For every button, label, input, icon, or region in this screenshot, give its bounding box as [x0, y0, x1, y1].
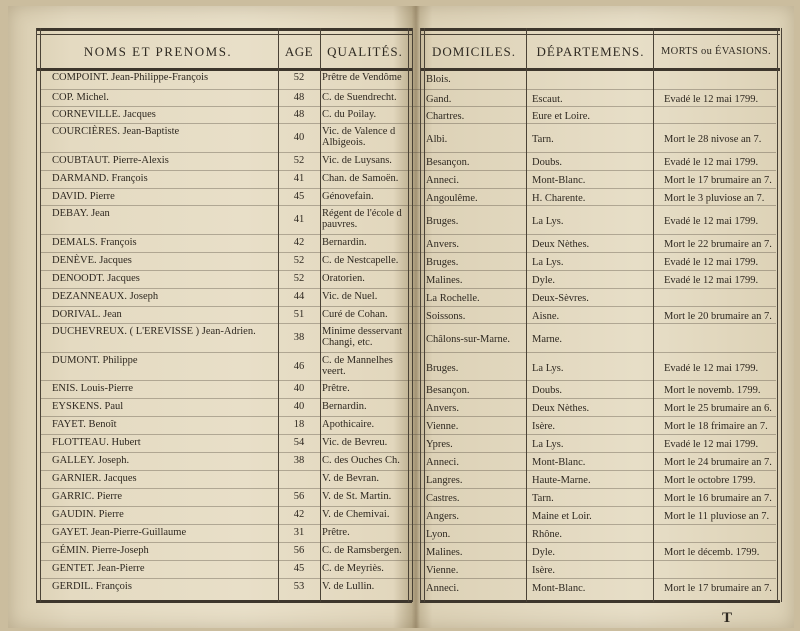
entry-age: 45 — [293, 191, 305, 202]
book-spread — [8, 6, 794, 628]
column-rule-page-edge-right — [420, 28, 425, 602]
column-rule-left-edge — [36, 28, 41, 602]
entry-qualite: Vic. de Nuel. — [322, 291, 378, 302]
entry-qualite: Génovefain. — [322, 191, 374, 202]
entry-qualite: Vic. de Bevreu. — [322, 437, 388, 448]
entry-name: DEMALS. François — [52, 237, 137, 248]
entry-age: 56 — [293, 491, 305, 502]
entry-qualite: Vic. de Luysans. — [322, 155, 392, 166]
entry-domicile: Vienne. — [426, 421, 459, 432]
header-morts: MORTS ou ÉVASIONS. — [661, 46, 771, 57]
entry-qualite: Albigeois. — [322, 137, 366, 148]
entry-domicile: Lyon. — [426, 529, 451, 540]
entry-name: GARNIER. Jacques — [52, 473, 137, 484]
entry-qualite: Prêtre. — [322, 527, 350, 538]
entry-mort: Mort le 28 nivose an 7. — [664, 134, 762, 145]
entry-qualite: V. de St. Martin. — [322, 491, 392, 502]
row-separator — [40, 270, 776, 271]
entry-qualite: veert. — [322, 366, 346, 377]
entry-qualite: Oratorien. — [322, 273, 365, 284]
entry-age: 52 — [293, 255, 305, 266]
entry-age: 51 — [293, 309, 305, 320]
entry-age: 48 — [293, 92, 305, 103]
entry-qualite: Apothicaire. — [322, 419, 375, 430]
row-separator — [40, 452, 776, 453]
entry-mort: Mort le 3 pluviose an 7. — [664, 193, 765, 204]
entry-domicile: La Rochelle. — [426, 293, 480, 304]
row-separator — [40, 234, 776, 235]
entry-qualite: Changi, etc. — [322, 337, 373, 348]
entry-departement: Tarn. — [532, 493, 554, 504]
header-rule-bottom-left — [36, 68, 412, 71]
entry-age: 42 — [293, 509, 305, 520]
entry-name: DARMAND. François — [52, 173, 148, 184]
entry-name: CORNEVILLE. Jacques — [52, 109, 156, 120]
entry-name: FAYET. Benoît — [52, 419, 117, 430]
entry-name: COURCIÈRES. Jean-Baptiste — [52, 126, 180, 137]
entry-qualite: V. de Lullin. — [322, 581, 375, 592]
entry-domicile: Soissons. — [426, 311, 466, 322]
entry-mort: Mort le 22 brumaire an 7. — [664, 239, 772, 250]
row-separator — [40, 416, 776, 417]
entry-age: 54 — [293, 437, 305, 448]
entry-departement: Mont-Blanc. — [532, 175, 586, 186]
entry-domicile: Besançon. — [426, 385, 470, 396]
entry-age: 52 — [293, 273, 305, 284]
entry-name: GARRIC. Pierre — [52, 491, 122, 502]
entry-departement: La Lys. — [532, 363, 564, 374]
row-separator — [40, 506, 776, 507]
entry-age: 44 — [293, 291, 305, 302]
row-separator — [40, 288, 776, 289]
entry-mort: Mort le décemb. 1799. — [664, 547, 760, 558]
row-separator — [40, 542, 776, 543]
entry-qualite: C. de Meyriès. — [322, 563, 384, 574]
entry-departement: Mont-Blanc. — [532, 583, 586, 594]
entry-qualite: C. des Ouches Ch. — [322, 455, 400, 466]
row-separator — [40, 106, 776, 107]
entry-mort: Evadé le 12 mai 1799. — [664, 257, 759, 268]
entry-departement: Dyle. — [532, 275, 556, 286]
entry-name: DEBAY. Jean — [52, 208, 110, 219]
top-rule-left — [36, 28, 412, 31]
row-separator — [40, 380, 776, 381]
entry-age: 38 — [293, 455, 305, 466]
entry-qualite: C. de Mannelhes — [322, 355, 393, 366]
entry-domicile: Anneci. — [426, 175, 459, 186]
header-noms: NOMS ET PRENOMS. — [83, 44, 233, 59]
row-separator — [40, 252, 776, 253]
entry-name: GALLEY. Joseph. — [52, 455, 130, 466]
entry-age: 41 — [293, 214, 305, 225]
entry-name: FLOTTEAU. Hubert — [52, 437, 141, 448]
entry-departement: Dyle. — [532, 547, 556, 558]
entry-departement: Doubs. — [532, 385, 563, 396]
entry-domicile: Anvers. — [426, 403, 459, 414]
entry-name: GAUDIN. Pierre — [52, 509, 124, 520]
entry-qualite: Prêtre de Vendôme — [322, 72, 402, 83]
entry-departement: Isère. — [532, 421, 556, 432]
entry-domicile: Langres. — [426, 475, 463, 486]
row-separator — [40, 188, 776, 189]
entry-domicile: Castres. — [426, 493, 460, 504]
entry-qualite: Minime desservant — [322, 326, 403, 337]
row-separator — [40, 170, 776, 171]
entry-domicile: Besançon. — [426, 157, 470, 168]
entry-departement: Haute-Marne. — [532, 475, 591, 486]
header-rule-bottom-right — [420, 68, 780, 71]
entry-age: 40 — [293, 383, 305, 394]
entry-age: 56 — [293, 545, 305, 556]
entry-age: 42 — [293, 237, 305, 248]
entry-qualite: Régent de l'école d — [322, 208, 402, 219]
entry-departement: Isère. — [532, 565, 556, 576]
entry-domicile: Angers. — [426, 511, 459, 522]
row-separator — [40, 398, 776, 399]
row-separator — [40, 205, 776, 206]
entry-mort: Evadé le 12 mai 1799. — [664, 216, 759, 227]
entry-domicile: Anneci. — [426, 457, 459, 468]
entry-age: 48 — [293, 109, 305, 120]
entry-departement: Tarn. — [532, 134, 554, 145]
entry-qualite: Curé de Cohan. — [322, 309, 388, 320]
row-separator — [40, 578, 776, 579]
entry-domicile: Malines. — [426, 275, 463, 286]
entry-mort: Mort le octobre 1799. — [664, 475, 756, 486]
row-separator — [40, 488, 776, 489]
column-rule-right-edge — [777, 28, 782, 602]
book-fold — [412, 6, 420, 628]
entry-domicile: Angoulême. — [426, 193, 478, 204]
header-qualites: QUALITÉS. — [327, 44, 403, 59]
column-rule-page-edge-left — [408, 28, 413, 602]
bottom-rule-right — [420, 600, 780, 603]
row-separator — [40, 560, 776, 561]
entry-age: 45 — [293, 563, 305, 574]
entry-mort: Mort le novemb. 1799. — [664, 385, 761, 396]
entry-name: ENIS. Louis-Pierre — [52, 383, 134, 394]
entry-departement: Mont-Blanc. — [532, 457, 586, 468]
entry-qualite: C. de Ramsbergen. — [322, 545, 402, 556]
entry-age: 40 — [293, 401, 305, 412]
row-separator — [40, 352, 776, 353]
entry-age: 38 — [293, 332, 305, 343]
entry-name: GERDIL. François — [52, 581, 132, 592]
entry-departement: Escaut. — [532, 94, 563, 105]
entry-domicile: Blois. — [426, 74, 451, 85]
entry-departement: Maine et Loir. — [532, 511, 592, 522]
column-rule-age-left — [278, 28, 279, 602]
entry-qualite: Bernardin. — [322, 401, 367, 412]
entry-departement: La Lys. — [532, 257, 564, 268]
entry-qualite: C. de Nestcapelle. — [322, 255, 399, 266]
entry-qualite: C. de Suendrecht. — [322, 92, 397, 103]
row-separator — [40, 123, 776, 124]
entry-domicile: Anvers. — [426, 239, 459, 250]
entry-name: GENTET. Jean-Pierre — [52, 563, 145, 574]
entry-age: 46 — [293, 361, 305, 372]
entry-mort: Mort le 25 brumaire an 6. — [664, 403, 772, 414]
entry-name: GAYET. Jean-Pierre-Guillaume — [52, 527, 187, 538]
entry-domicile: Albi. — [426, 134, 448, 145]
entry-mort: Mort le 18 frimaire an 7. — [664, 421, 768, 432]
header-age: AGE — [284, 44, 314, 59]
row-separator — [40, 470, 776, 471]
entry-departement: Marne. — [532, 334, 563, 345]
entry-qualite: V. de Chemivai. — [322, 509, 390, 520]
entry-domicile: Chartres. — [426, 111, 465, 122]
entry-qualite: Chan. de Samoën. — [322, 173, 399, 184]
entry-domicile: Malines. — [426, 547, 463, 558]
row-separator — [40, 524, 776, 525]
entry-departement: Eure et Loire. — [532, 111, 591, 122]
entry-departement: Doubs. — [532, 157, 563, 168]
entry-age: 40 — [293, 132, 305, 143]
entry-departement: La Lys. — [532, 439, 564, 450]
entry-qualite: Prêtre. — [322, 383, 350, 394]
entry-departement: Deux-Sèvres. — [532, 293, 589, 304]
entry-domicile: Vienne. — [426, 565, 459, 576]
row-separator — [40, 89, 776, 90]
entry-domicile: Ypres. — [426, 439, 453, 450]
entry-name: GÉMIN. Pierre-Joseph — [52, 545, 149, 556]
entry-qualite: C. du Poilay. — [322, 109, 377, 120]
entry-name: DAVID. Pierre — [52, 191, 115, 202]
entry-mort: Evadé le 12 mai 1799. — [664, 439, 759, 450]
entry-name: EYSKENS. Paul — [52, 401, 124, 412]
entry-domicile: Bruges. — [426, 216, 459, 227]
entry-mort: Evadé le 12 mai 1799. — [664, 94, 759, 105]
row-separator — [40, 434, 776, 435]
entry-mort: Mort le 11 pluviose an 7. — [664, 511, 770, 522]
entry-name: DEZANNEAUX. Joseph — [52, 291, 159, 302]
header-domiciles: DOMICILES. — [431, 44, 517, 59]
entry-name: COMPOINT. Jean-Philippe-François — [52, 72, 209, 83]
row-separator — [40, 306, 776, 307]
signature-mark: T — [722, 610, 733, 626]
entry-age: 52 — [293, 72, 305, 83]
column-rule-dep-right — [653, 28, 654, 602]
top-rule-right — [420, 28, 780, 31]
entry-name: DUCHEVREUX. ( L'EREVISSE ) Jean-Adrien. — [52, 326, 256, 337]
entry-departement: Deux Nèthes. — [532, 403, 590, 414]
entry-mort: Evadé le 12 mai 1799. — [664, 157, 759, 168]
entry-mort: Evadé le 12 mai 1799. — [664, 275, 759, 286]
entry-mort: Mort le 17 brumaire an 7. — [664, 175, 772, 186]
entry-qualite: pauvres. — [322, 219, 358, 230]
bottom-rule-left — [36, 600, 412, 603]
entry-departement: H. Charente. — [532, 193, 586, 204]
entry-domicile: Gand. — [426, 94, 452, 105]
entry-departement: Deux Nèthes. — [532, 239, 590, 250]
header-departemens: DÉPARTEMENS. — [536, 44, 645, 59]
column-rule-age-right — [320, 28, 321, 602]
entry-mort: Mort le 20 brumaire an 7. — [664, 311, 772, 322]
entry-age: 18 — [293, 419, 305, 430]
entry-age: 41 — [293, 173, 305, 184]
entry-qualite: Vic. de Valence d — [322, 126, 396, 137]
entry-age: 52 — [293, 155, 305, 166]
entry-qualite: V. de Bevran. — [322, 473, 379, 484]
entry-mort: Evadé le 12 mai 1799. — [664, 363, 759, 374]
entry-name: COP. Michel. — [52, 92, 109, 103]
entry-departement: Aisne. — [532, 311, 560, 322]
entry-mort: Mort le 16 brumaire an 7. — [664, 493, 772, 504]
entry-name: DENOODT. Jacques — [52, 273, 140, 284]
entry-name: DUMONT. Philippe — [52, 355, 138, 366]
row-separator — [40, 323, 776, 324]
entry-name: DENÈVE. Jacques — [52, 255, 132, 266]
entry-domicile: Bruges. — [426, 257, 459, 268]
entry-qualite: Bernardin. — [322, 237, 367, 248]
header-rule-top-right — [420, 34, 780, 35]
entry-age: 53 — [293, 581, 305, 592]
entry-domicile: Anneci. — [426, 583, 459, 594]
entry-domicile: Châlons-sur-Marne. — [426, 334, 511, 345]
entry-mort: Mort le 24 brumaire an 7. — [664, 457, 772, 468]
entry-mort: Mort le 17 brumaire an 7. — [664, 583, 772, 594]
entry-name: DORIVAL. Jean — [52, 309, 122, 320]
row-separator — [40, 152, 776, 153]
entry-age: 31 — [293, 527, 305, 538]
header-rule-top-left — [36, 34, 412, 35]
entry-name: COUBTAUT. Pierre-Alexis — [52, 155, 169, 166]
entry-departement: La Lys. — [532, 216, 564, 227]
column-rule-dom-right — [526, 28, 527, 602]
entry-departement: Rhône. — [532, 529, 563, 540]
entry-domicile: Bruges. — [426, 363, 459, 374]
